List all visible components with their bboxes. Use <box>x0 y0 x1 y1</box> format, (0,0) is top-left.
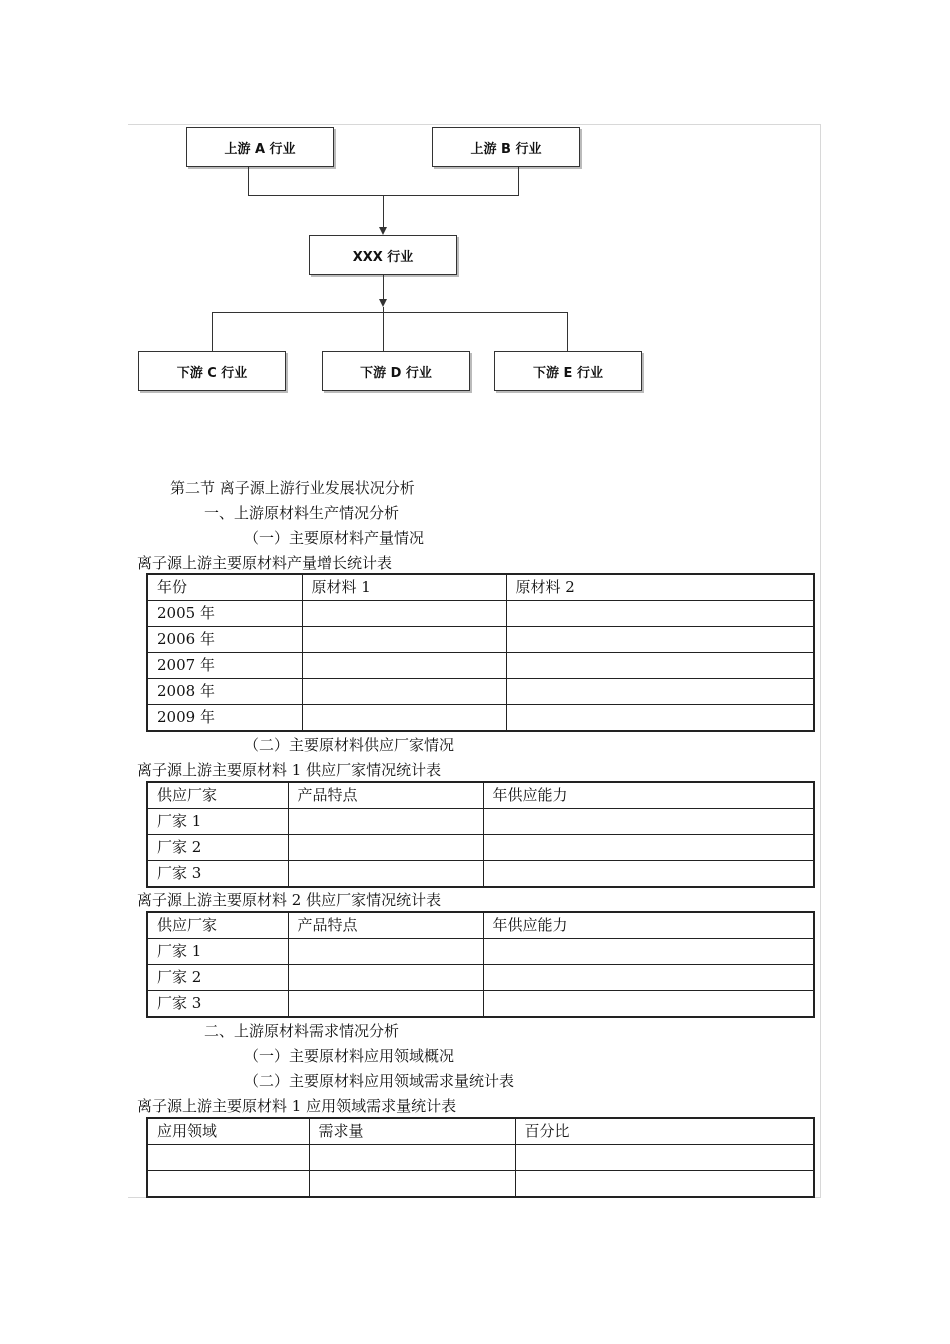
table-cell <box>515 1171 814 1198</box>
table-cell <box>302 601 506 627</box>
table-row <box>147 965 814 991</box>
table2-caption: 离子源上游主要原材料 1 供应厂家情况统计表 <box>137 761 442 779</box>
supplier-table-2 <box>146 911 815 1018</box>
table-cell <box>483 835 814 861</box>
table-header-cell: 年供应能力 <box>483 782 814 809</box>
table-cell <box>506 653 814 679</box>
downstream-e-box <box>494 351 642 391</box>
table-row <box>147 1145 814 1171</box>
table-row <box>147 679 814 705</box>
connector-line <box>383 274 384 300</box>
center-industry-label: XXX 行业 <box>352 249 414 265</box>
supplier-table-1 <box>146 781 815 888</box>
table-cell <box>506 679 814 705</box>
upstream-b-label: 上游 B 行业 <box>470 141 542 157</box>
table-cell <box>506 601 814 627</box>
table-cell: 厂家 1 <box>147 809 288 835</box>
heading-1: 一、上游原材料生产情况分析 <box>204 504 400 522</box>
table-cell <box>288 861 483 888</box>
table3-caption: 离子源上游主要原材料 2 供应厂家情况统计表 <box>137 891 442 909</box>
table-header-cell: 供应厂家 <box>147 782 288 809</box>
table-row <box>147 653 814 679</box>
table-cell <box>288 991 483 1018</box>
heading-2: 二、上游原材料需求情况分析 <box>204 1022 400 1040</box>
table-cell: 2006 年 <box>147 627 302 653</box>
table-cell <box>147 1171 309 1198</box>
table-cell <box>302 705 506 732</box>
table-header-cell: 年份 <box>147 574 302 601</box>
table-header-cell: 百分比 <box>515 1118 814 1145</box>
table-cell: 厂家 2 <box>147 835 288 861</box>
table-cell: 厂家 1 <box>147 939 288 965</box>
table-cell <box>288 835 483 861</box>
table-cell <box>483 939 814 965</box>
connector-line <box>383 307 384 352</box>
table-header-cell: 需求量 <box>309 1118 515 1145</box>
subheading-2-2: （二）主要原材料应用领域需求量统计表 <box>244 1072 515 1090</box>
connector-line <box>212 312 213 352</box>
table-cell: 2005 年 <box>147 601 302 627</box>
production-table <box>146 573 815 732</box>
table-cell: 2009 年 <box>147 705 302 732</box>
table-cell <box>483 809 814 835</box>
table-header-cell: 年供应能力 <box>483 912 814 939</box>
subheading-2-1: （一）主要原材料应用领域概况 <box>244 1047 455 1065</box>
table-cell: 厂家 3 <box>147 861 288 888</box>
table-cell: 2008 年 <box>147 679 302 705</box>
table-cell <box>483 991 814 1018</box>
table-cell <box>483 861 814 888</box>
downstream-d-box <box>322 351 470 391</box>
downstream-e-label: 下游 E 行业 <box>533 365 603 381</box>
table-cell <box>506 705 814 732</box>
table-header-row <box>147 912 814 939</box>
demand-table <box>146 1117 815 1198</box>
downstream-c-box <box>138 351 286 391</box>
table-cell <box>288 939 483 965</box>
table-cell <box>302 627 506 653</box>
table-header-cell: 产品特点 <box>288 912 483 939</box>
table-row <box>147 809 814 835</box>
table-row <box>147 939 814 965</box>
table-header-row <box>147 782 814 809</box>
table-header-cell: 原材料 1 <box>302 574 506 601</box>
downstream-d-label: 下游 D 行业 <box>360 365 432 381</box>
table-cell: 厂家 3 <box>147 991 288 1018</box>
table-header-row <box>147 574 814 601</box>
table-cell <box>309 1171 515 1198</box>
upstream-a-label: 上游 A 行业 <box>224 141 296 157</box>
connector-line <box>248 166 249 195</box>
table-row <box>147 861 814 888</box>
table-header-cell: 应用领域 <box>147 1118 309 1145</box>
table-cell <box>302 653 506 679</box>
connector-line <box>383 195 384 228</box>
upstream-b-box <box>432 127 580 167</box>
arrow-down-icon <box>379 299 387 307</box>
connector-line <box>212 312 568 313</box>
table-cell: 厂家 2 <box>147 965 288 991</box>
subheading-1-2: （二）主要原材料供应厂家情况 <box>244 736 455 754</box>
table4-caption: 离子源上游主要原材料 1 应用领域需求量统计表 <box>137 1097 457 1115</box>
table-header-cell: 产品特点 <box>288 782 483 809</box>
table-row <box>147 601 814 627</box>
table-cell <box>515 1145 814 1171</box>
table-header-cell: 供应厂家 <box>147 912 288 939</box>
table-cell <box>302 679 506 705</box>
table-header-row <box>147 1118 814 1145</box>
table-row <box>147 1171 814 1198</box>
section-title: 第二节 离子源上游行业发展状况分析 <box>170 479 415 497</box>
table-row <box>147 627 814 653</box>
center-industry-box <box>309 235 457 275</box>
table-cell: 2007 年 <box>147 653 302 679</box>
table-header-cell: 原材料 2 <box>506 574 814 601</box>
table-row <box>147 835 814 861</box>
connector-line <box>567 312 568 352</box>
downstream-c-label: 下游 C 行业 <box>176 365 248 381</box>
table-row <box>147 991 814 1018</box>
table-cell <box>309 1145 515 1171</box>
table-cell <box>288 965 483 991</box>
subheading-1-1: （一）主要原材料产量情况 <box>244 529 425 547</box>
table-cell <box>483 965 814 991</box>
table-cell <box>506 627 814 653</box>
table-row <box>147 705 814 732</box>
table-cell <box>147 1145 309 1171</box>
table-cell <box>288 809 483 835</box>
connector-line <box>518 166 519 195</box>
arrow-down-icon <box>379 227 387 235</box>
table1-caption: 离子源上游主要原材料产量增长统计表 <box>137 554 393 572</box>
upstream-a-box <box>186 127 334 167</box>
